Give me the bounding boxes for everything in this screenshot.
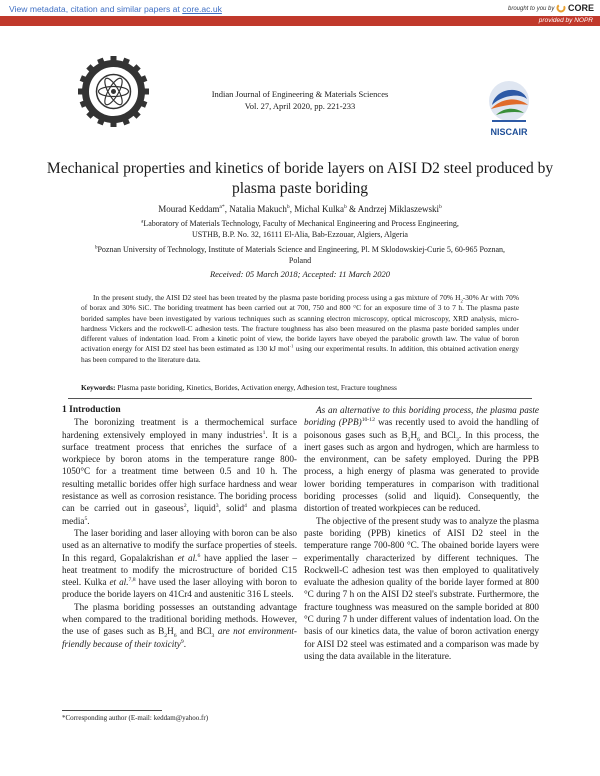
- affiliation-a: [40, 218, 560, 240]
- author-affiliation-mark: b: [286, 204, 290, 210]
- keywords-label: Keywords:: [81, 383, 116, 392]
- core-label: CORE: [568, 3, 595, 13]
- abstract-h2-subscript: 2: [460, 298, 463, 304]
- section-heading: 1 Introduction: [62, 405, 121, 415]
- keywords-text: Plasma paste boriding, Kinetics, Borides, Activation energy, Adhesion test, Fracture toughness: [115, 383, 397, 392]
- csir-emblem-logo: [71, 50, 156, 133]
- core-logo[interactable]: [556, 3, 594, 13]
- journal-name: Indian Journal of Engineering & Materials Sciences: [211, 89, 389, 99]
- author-name: Natalia Makuch: [229, 204, 287, 214]
- author-block: [40, 204, 560, 266]
- provided-by-text: provided by NOPR: [538, 17, 593, 24]
- affiliation-b-line1: Poznan University of Technology, Institute of Materials Science and Engineering, Pl. M Sklodowskiej-Curie 5, 60-965 Poznan,: [97, 245, 506, 254]
- footnote-rule: [62, 710, 162, 711]
- body-right-column: [304, 404, 539, 662]
- provided-by-bar: [0, 16, 600, 26]
- abstract-unit-superscript: -1: [289, 344, 294, 350]
- author-name: Michal Kulka: [294, 204, 344, 214]
- core-logo-icon: [556, 3, 566, 13]
- author-list: Mourad Keddam$^{a*}$, Natalia Makuch$^b$, Michal Kulka$^b$ & Andrzej Miklaszewski$^b$: [158, 204, 442, 214]
- author-name: Andrzej Miklaszewski: [357, 204, 440, 214]
- paragraph: As an alternative to this boriding process, the plasma paste boriding (PPB)$^{10-12}$ was recently used to avoid the handling of poisonous gases such as $B_2H_6$ and BCl$_3$. In this process, the inert gases such as argon and hydrogen, which are harmless to the environment, can be safety employed. During the PPB process, a high energy of plasma was generated to provide lower boriding temperatures in comparison with traditional boriding processes (solid and liquid). Consequently, the distortion of treated workpieces can be reduced.: [304, 405, 539, 514]
- abstract-text-2: -30% Ar with 70% of borax and 30% SiC. The boriding treatment has been carried out at 700, 750 and 800 °C for an exposure time of 3 to 7 h. The plasma paste borided samples have been investigated by various techniques such as scanning electron microscopy, optical microscopy, XRD analysis, micro-hardness Vickers and the rockwell-C adhesion tests. The fracture toughness has also been measured on the plasma paste borided samples under different values of indentation load. From a kinetic point of view, the boride layers have obeyed the parabolic growth law. The value of boron activation energy for AISI D2 steel has been estimated as 130 kJ mol: [81, 293, 519, 354]
- abstract: [81, 293, 519, 365]
- paragraph: The plasma boriding possesses an outstanding advantage when compared to the traditional boriding methods. However, the use of gases such as $B_2H_6$ and BCl$_3$ are not environment-friendly because of their toxicity$^9$.: [62, 601, 297, 649]
- paragraph: The boronizing treatment is a thermochemical surface hardening extensively employed in many industries$^1$. It is a surface treatment process that enriches the surface of a workpiece by boron atoms in the temperature range 800-1050°C for a treatment time between 0.5 and 10 h. The resulting metallic borides offer high surface hardness and wear resistance as well as corrosion resistance. The boriding process can be carried out in gaseous$^2$, liquid$^3$, solid$^4$ and plasma media$^5$.: [62, 417, 297, 526]
- affiliation-a-line2: USTHB, B.P. No. 32, 16111 El-Alia, Bab-Ezzouar, Algiers, Algeria: [192, 230, 408, 239]
- section-divider: [68, 398, 532, 399]
- abstract-text-3: using our experimental results. In addition, this obtained activation energy has been compared to the literature data.: [81, 344, 519, 364]
- received-accepted-dates: Received: 05 March 2018; Accepted: 11 March 2020: [209, 269, 391, 279]
- metadata-link-prefix: View metadata, citation and similar papers at: [9, 4, 180, 14]
- niscair-logo-text: NISCAIR: [490, 127, 528, 137]
- paragraph: The laser boriding and laser alloying with boron can be also used as an alternative to modify the surface properties of steels. In this regard, Gopalakrishan et al.$^6$ have applied the laser – heat treatment to modify the microstructure of borided C15 steel. Kulka et al.$^{7,8}$ have used the laser alloying with boron to produce the boride layers on 41Cr4 and austenitic 316 L steels.: [62, 527, 298, 600]
- affiliation-a-mark: a: [141, 219, 144, 225]
- journal-volume: Vol. 27, April 2020, pp. 221-233: [244, 100, 356, 111]
- corresponding-author-footnote: *Corresponding author (E-mail: keddam@yahoo.fr): [62, 714, 209, 722]
- abstract-text-1: In the present study, the AISI D2 steel has been treated by the plasma paste boriding process using a gas mixture of 70%: [93, 293, 454, 302]
- keywords: [81, 383, 531, 392]
- affiliation-b: [40, 244, 560, 266]
- brought-to-you-by: brought to you by: [508, 6, 555, 12]
- author-affiliation-mark: b: [343, 204, 347, 210]
- paragraph: The objective of the present study was to analyze the plasma paste boriding (PPB) kinetics of AISI D2 steel in the temperature range 700-800 °C. The obained boride layers were experimentally characterized by different techniques. The Rockwell-C adhesion test was then employed to qualitatively evaluate the adhesion quality of the boride layer formed at 800 °C during 7 h on the AISI D2 steel's substrate. Furthermore, the fracture toughness was measured on the sample borided at 800 °C during 7 h under different values of indentation load. On the basis of our kinetics data, the value of boron activation energy for AISI D2 steel was estimated and a comparison was made by using the data available in the literature.: [304, 515, 539, 661]
- author-affiliation-mark: a*: [219, 204, 225, 210]
- body-left-column: [62, 404, 297, 650]
- affiliation-b-mark: b: [94, 245, 98, 251]
- niscair-logo: [478, 75, 541, 140]
- metadata-link[interactable]: [9, 4, 222, 14]
- affiliation-b-line2: Poland: [288, 256, 312, 265]
- affiliation-a-line1: Laboratory of Materials Technology, Faculty of Mechanical Engineering and Process Engineering,: [143, 219, 459, 228]
- journal-header: [170, 89, 430, 112]
- abstract-h2: H: [455, 293, 461, 302]
- paper-title: Mechanical properties and kinetics of boride layers on AISI D2 steel produced by plasma paste boriding: [46, 160, 554, 197]
- core-ac-uk-link[interactable]: core.ac.uk: [182, 4, 222, 14]
- author-name: Mourad Keddam: [158, 204, 220, 214]
- author-affiliation-mark: b: [439, 204, 442, 210]
